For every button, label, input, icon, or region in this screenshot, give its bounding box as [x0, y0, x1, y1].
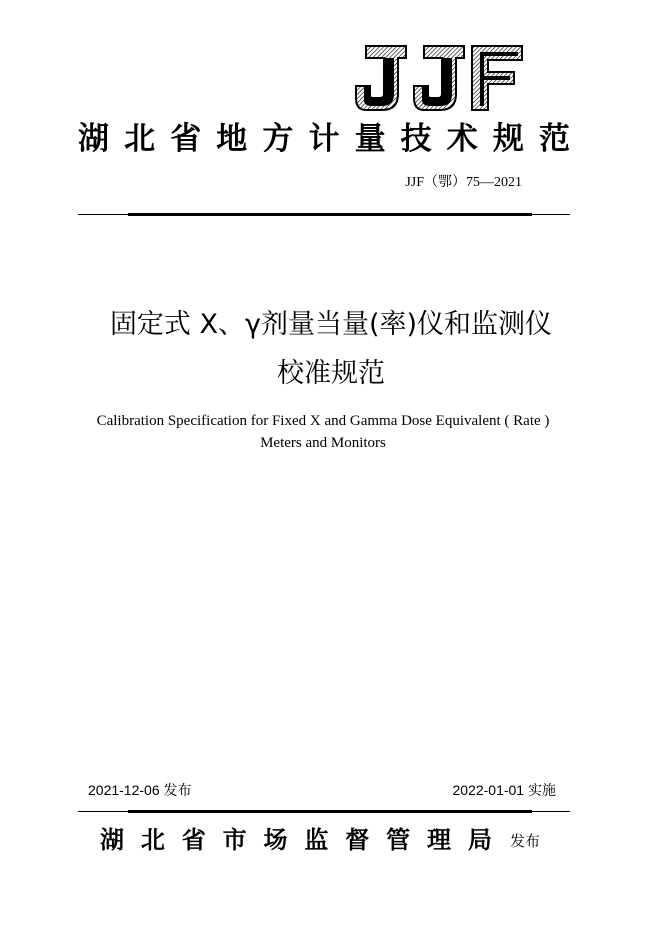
effective-date: 2022-01-01 实施 [452, 782, 556, 798]
publisher-char: 湖 [100, 825, 124, 854]
issuer-char: 地 [216, 121, 248, 157]
issuer-title [78, 118, 570, 160]
title-en-line2: Meters and Monitors [260, 435, 386, 451]
issuer-char: 方 [262, 121, 294, 157]
jjf-logo-icon [352, 44, 524, 114]
publisher-char: 市 [222, 825, 247, 854]
issuer-char: 范 [538, 121, 570, 157]
issuer-char: 规 [492, 121, 524, 157]
publisher-char: 局 [467, 825, 492, 854]
publisher-name [100, 822, 492, 858]
issuer-char: 省 [170, 121, 202, 157]
publish-label: 发布 [510, 832, 541, 850]
title-zh-line2: 校准规范 [277, 358, 385, 389]
publisher-char: 省 [181, 825, 206, 854]
publisher-char: 监 [304, 825, 329, 854]
standard-number: JJF（鄂）75—2021 [405, 175, 522, 190]
issuer-char: 北 [124, 121, 156, 157]
issuer-char: 术 [446, 121, 478, 157]
publisher-char: 管 [386, 825, 411, 854]
top-divider-thick [128, 213, 532, 216]
issuer-char: 量 [354, 121, 386, 157]
title-en-line1: Calibration Specification for Fixed X and Gamma Dose Equivalent ( Rate ) [96, 413, 550, 429]
publisher-char: 理 [427, 825, 451, 854]
issuer-char: 技 [400, 121, 432, 157]
issuer-char: 湖 [78, 121, 109, 157]
issuer-char: 计 [308, 121, 340, 157]
title-zh-line1: 固定式 X、γ剂量当量(率)仪和监测仪 [109, 309, 553, 340]
publisher-char: 督 [345, 825, 370, 854]
issue-date: 2021-12-06 发布 [88, 782, 192, 798]
publisher-char: 北 [140, 825, 165, 854]
publisher-char: 场 [263, 825, 288, 854]
bottom-divider-thick [128, 810, 532, 813]
